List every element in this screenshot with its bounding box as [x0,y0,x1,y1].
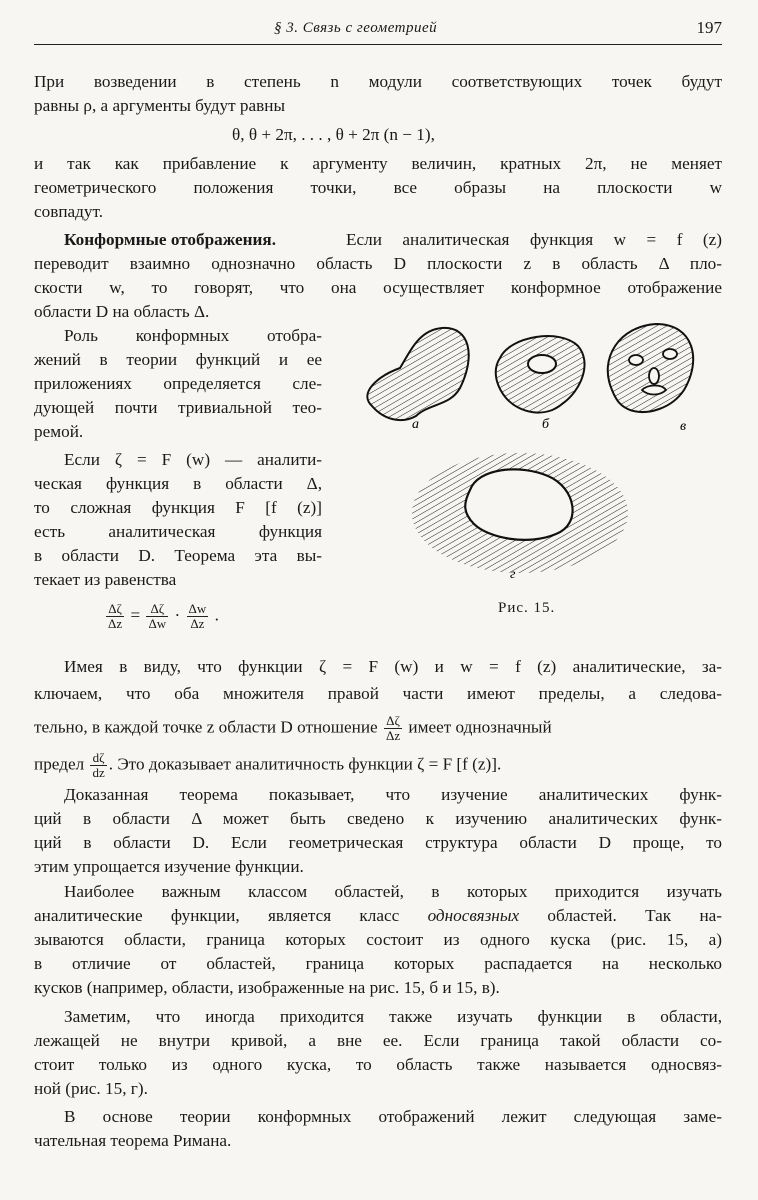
figure-label-v: в [680,419,687,434]
figure-label-g: г [510,567,516,582]
text-line: При возведении в степень n модули соответствующих точек будут [34,72,722,91]
text-line: переводит взаимно однозначно область D плоскости z в область Δ пло- [34,254,722,273]
fraction: $\frac{\Delta\zeta}{\Delta z}$ [108,601,123,631]
region-v-hole-1 [629,355,643,365]
fraction: $\frac{\Delta w}{\Delta z}$ [188,601,207,631]
text-line: Имея в виду, что функции ζ = F (w) и w = f (z) аналитические, за- [64,657,722,676]
section-title: § 3. Связь с геометрией [274,20,438,36]
text-line: приложениях определяется сле- [34,374,322,393]
figure-15 [350,318,740,618]
text-line: дующей почти тривиальной тео- [34,398,322,417]
fraction: $\frac{\Delta\zeta}{\Delta z}$ [385,713,401,743]
region-g-hole [465,469,572,540]
fraction: $\frac{\Delta\zeta}{\Delta w}$ [148,601,167,631]
text-line: ций в области D. Если геометрическая структура области D проще, то [34,833,722,852]
text-line: и так как прибавление к аргументу величин, кратных 2π, не меняет [34,154,722,173]
region-a [367,328,468,420]
text-line: равны ρ, а аргументы будут равны [34,96,286,115]
text-line: Роль конформных отобра- [64,326,322,345]
text-line: жений в теории функций и ее [34,350,322,369]
text-line: в области D. Теорема эта вы- [34,546,322,565]
formula-arguments: θ, θ + 2π, . . . , θ + 2π (n − 1), [232,125,435,144]
text-line: лежащей не внутри кривой, а вне ее. Если граница такой области со- [34,1031,722,1050]
text-line: зываются области, граница которых состоит из одного куска (рис. 15, а) [34,930,722,949]
region-v-hole-4 [642,386,666,395]
text-line: В основе теории конформных отображений лежит следующая заме- [64,1107,722,1126]
text-line: области D на область Δ. [34,302,210,321]
text-line: Если ζ = F (w) — аналити- [64,450,322,469]
text-line: тельно, в каждой точке z области D отношение $\frac{\Delta\zeta}{\Delta z}$ имеет однозначный [34,713,552,743]
fraction: $\frac{d\zeta}{dz}$ [92,750,105,780]
text-line: то сложная функция F [f (z)] [34,498,322,517]
text-line: в отличие от областей, граница которых распадается на несколько [34,954,722,973]
figure-label-a: а [412,417,419,432]
figure-label-b: б [542,417,550,432]
formula-chain-rule: $\frac{\Delta\zeta}{\Delta z}$ = $\frac{\Delta\zeta}{\Delta w}$ · $\frac{\Delta w}{\Delta z}$ . [108,601,219,631]
region-b-hole [528,355,556,373]
text-line: скости w, то говорят, что она осуществляет конформное отображение [34,278,722,297]
text-line: стоит только из одного куска, то область также называется односвяз- [34,1055,722,1074]
text-line: ческая функция в области Δ, [34,474,322,493]
bold-heading: Конформные отображения. [64,230,277,249]
text-line: ремой. [34,422,84,441]
running-header [34,14,722,45]
text-line: ключаем, что оба множителя правой части имеют пределы, а следова- [34,684,722,703]
text-line: чательная теорема Римана. [34,1131,232,1150]
text-line: есть аналитическая функция [34,522,322,541]
text-line: аналитические функции, является класс односвязных областей. Так на- [34,906,723,925]
text-line: геометрического положения точки, все образы на плоскости w [34,178,722,197]
text-line: Доказанная теорема показывает, что изучение аналитических функ- [64,785,722,804]
region-v [608,324,693,412]
subheading-conformal [64,229,276,251]
text-line: текает из равенства [34,570,177,589]
text-line: Если аналитическая функция w = f (z) [346,230,722,249]
text-line: ной (рис. 15, г). [34,1079,148,1098]
italic-term: односвязных [427,906,520,925]
text-line: совпадут. [34,202,104,221]
text-line: кусков (например, области, изображенные на рис. 15, б и 15, в). [34,978,500,997]
region-v-hole-3 [649,368,659,384]
text-line: этим упрощается изучение функции. [34,857,304,876]
text-line: Наиболее важным классом областей, в которых приходится изучать [64,882,722,901]
region-b [496,336,585,412]
figure-caption: Рис. 15. [498,600,556,616]
text-line: ций в области Δ может быть сведено к изучению аналитических функ- [34,809,722,828]
region-v-hole-2 [663,349,677,359]
text-line: Заметим, что иногда приходится также изучать функции в области, [64,1007,722,1026]
text-line: предел $\frac{d\zeta}{dz}$ . Это доказывает аналитичность функции ζ = F [f (z)]. [34,750,502,780]
page-number: 197 [696,18,722,37]
